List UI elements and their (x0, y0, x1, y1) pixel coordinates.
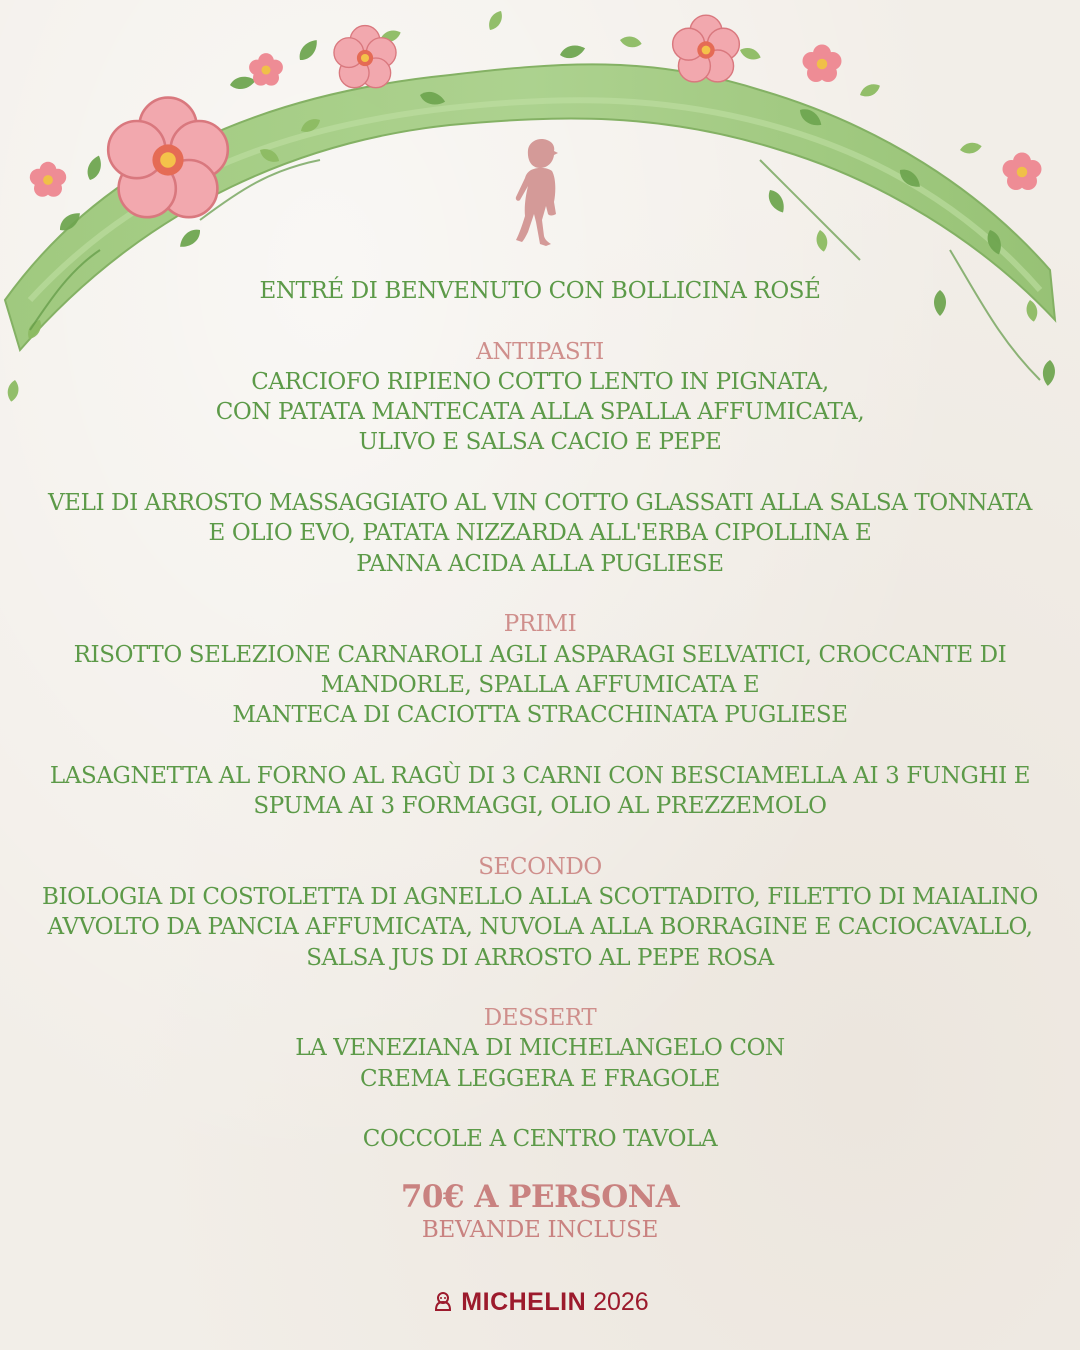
dish-line: BIOLOGIA DI COSTOLETTA DI AGNELLO ALLA SCOTTADITO, FILETTO DI MAIALINO (41, 883, 1039, 910)
section-heading-primi: PRIMI (503, 611, 577, 638)
price-amount: 70€ A PERSONA (400, 1179, 680, 1215)
dish-line: CARCIOFO RIPIENO COTTO LENTO IN PIGNATA, (251, 368, 829, 395)
dish-line: SALSA JUS DI ARROSTO AL PEPE ROSA (306, 944, 774, 971)
dish-line: PANNA ACIDA ALLA PUGLIESE (356, 550, 724, 577)
welcome-line: ENTRÉ DI BENVENUTO CON BOLLICINA ROSÉ (259, 278, 821, 304)
michelin-bib-icon (431, 1290, 455, 1314)
dish-line: MANTECA DI CACIOTTA STRACCHINATA PUGLIESE (232, 702, 848, 729)
section-heading-antipasti: ANTIPASTI (476, 338, 604, 365)
dish-line: CREMA LEGGERA E FRAGOLE (359, 1065, 721, 1092)
dish-line: RISOTTO SELEZIONE CARNAROLI AGLI ASPARAGI SELVATICI, CROCCANTE DI (73, 641, 1007, 668)
dish-line: LA VENEZIANA DI MICHELANGELO CON (295, 1035, 785, 1062)
michelin-brand: MICHELIN (461, 1288, 587, 1316)
dish-line: VELI DI ARROSTO MASSAGGIATO AL VIN COTTO GLASSATI ALLA SALSA TONNATA (47, 490, 1033, 517)
michelin-badge (0, 1288, 1080, 1317)
dish-line: CON PATATA MANTECATA ALLA SPALLA AFFUMICATA, (215, 399, 865, 426)
price-note: BEVANDE INCLUSE (421, 1217, 659, 1243)
walking-child-silhouette-icon (514, 136, 566, 250)
section-heading-secondo: SECONDO (478, 853, 602, 880)
dish-line: LASAGNETTA AL FORNO AL RAGÙ DI 3 CARNI CON BESCIAMELLA AI 3 FUNGHI E (49, 762, 1031, 789)
dish-line: SPUMA AI 3 FORMAGGI, OLIO AL PREZZEMOLO (253, 793, 827, 820)
dish-line: E OLIO EVO, PATATA NIZZARDA ALL'ERBA CIPOLLINA E (208, 520, 872, 547)
price-block (0, 1178, 1080, 1244)
dish-line: ULIVO E SALSA CACIO E PEPE (358, 429, 722, 456)
michelin-year: 2026 (593, 1288, 649, 1316)
section-heading-dessert: DESSERT (483, 1005, 597, 1032)
menu-text (40, 276, 1040, 1155)
dish-line: MANDORLE, SPALLA AFFUMICATA E (320, 671, 760, 698)
closing-line: COCCOLE A CENTRO TAVOLA (362, 1126, 718, 1153)
dish-line: AVVOLTO DA PANCIA AFFUMICATA, NUVOLA ALLA BORRAGINE E CACIOCAVALLO, (47, 914, 1033, 941)
